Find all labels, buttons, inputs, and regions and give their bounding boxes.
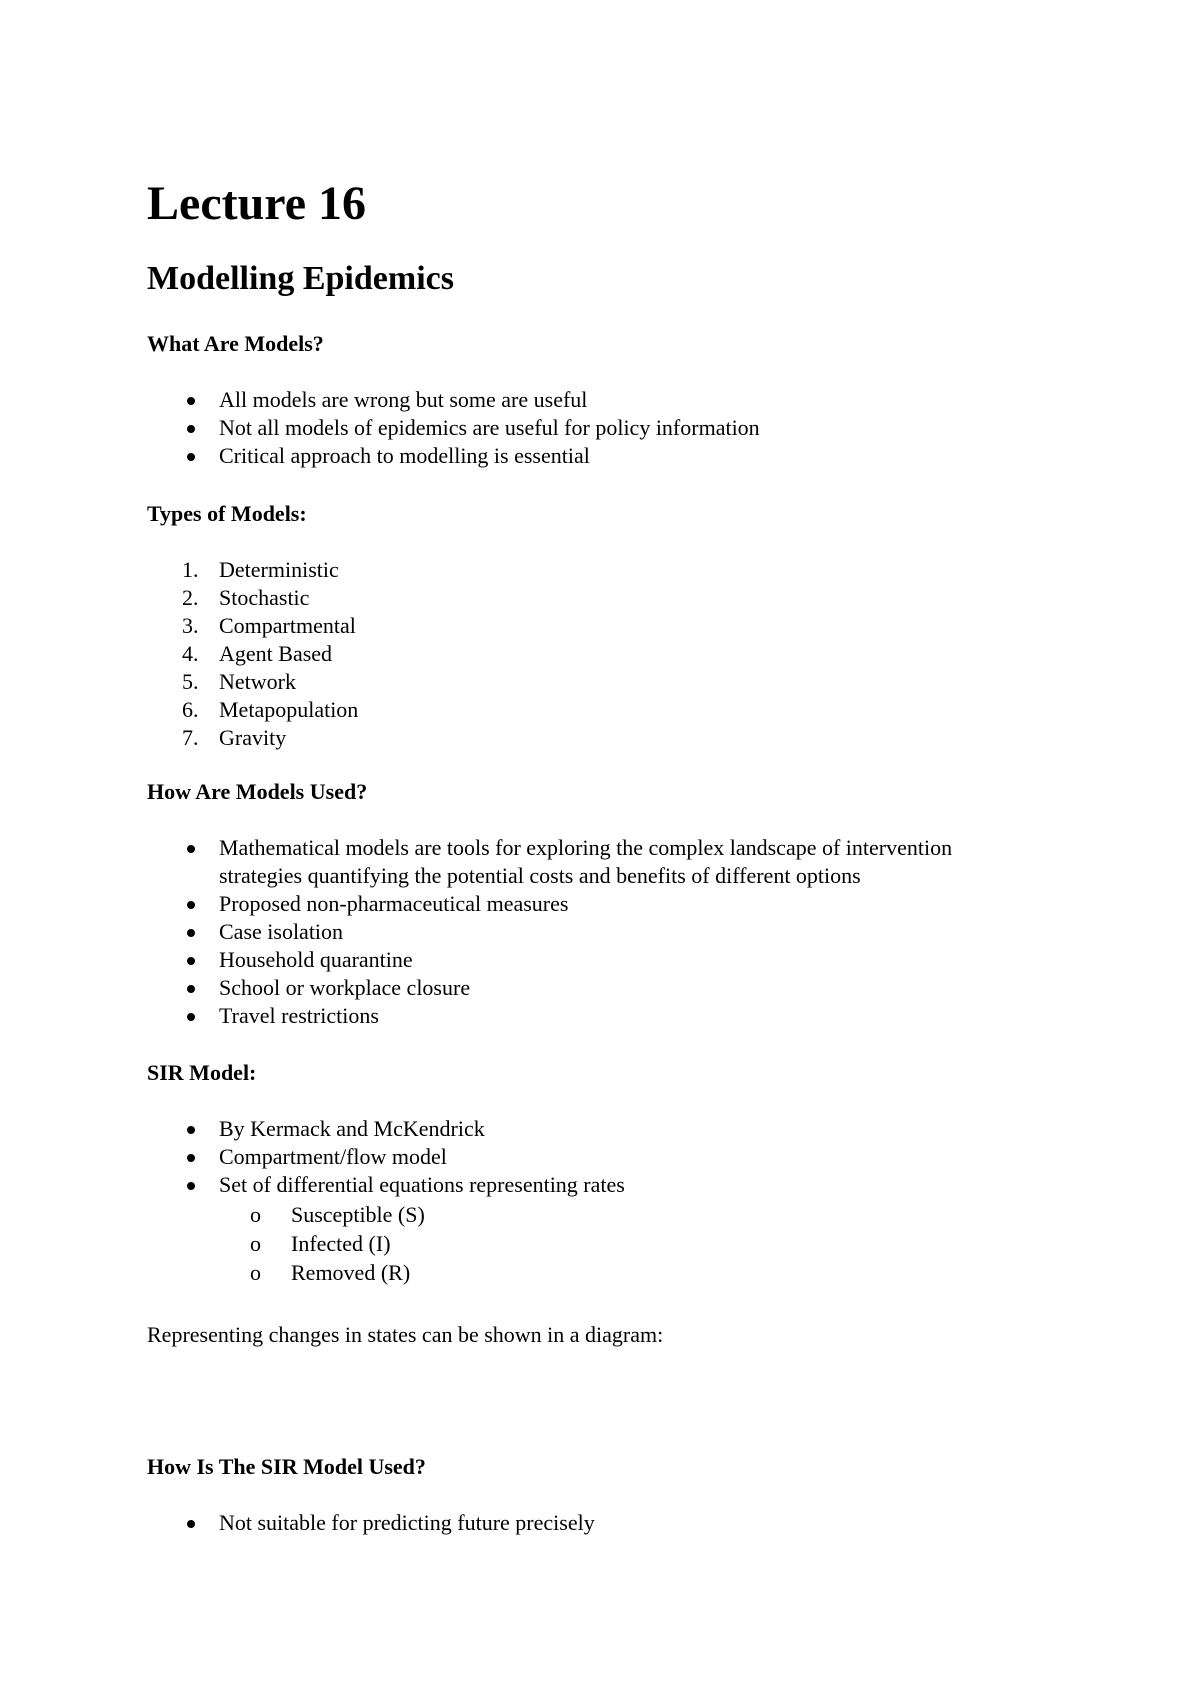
list-item: Critical approach to modelling is essential <box>147 442 1027 470</box>
heading-what-are-models: What Are Models? <box>147 331 324 356</box>
list-item: Travel restrictions <box>147 1002 1027 1030</box>
list-item <box>147 668 1027 696</box>
list-item: School or workplace closure <box>147 974 1027 1002</box>
list-text: Network <box>219 669 296 694</box>
heading-types-of-models: Types of Models: <box>147 501 307 526</box>
list-text: Set of differential equations representing rates <box>219 1172 625 1197</box>
list-item <box>147 696 1027 724</box>
list-what-are-models <box>147 386 1027 470</box>
list-text: Metapopulation <box>219 697 359 722</box>
list-text: Deterministic <box>219 557 339 582</box>
sublist-sir-states <box>219 1200 1027 1287</box>
heading-how-sir-used: How Is The SIR Model Used? <box>147 1454 426 1479</box>
list-item <box>147 612 1027 640</box>
sublist-item: o Susceptible (S) <box>219 1200 1027 1229</box>
list-item: By Kermack and McKendrick <box>147 1115 1027 1143</box>
list-number: 5. <box>182 669 199 694</box>
list-number: 2. <box>182 585 199 610</box>
list-number: 6. <box>182 697 199 722</box>
list-item: Not suitable for predicting future precisely <box>147 1509 1027 1537</box>
list-item: Household quarantine <box>147 946 1027 974</box>
heading-how-models-used: How Are Models Used? <box>147 779 368 804</box>
list-types-of-models <box>147 556 1027 752</box>
list-number: 7. <box>182 725 199 750</box>
list-text: Agent Based <box>219 641 333 666</box>
list-item: All models are wrong but some are useful <box>147 386 1027 414</box>
list-number: 4. <box>182 641 199 666</box>
list-number: 1. <box>182 557 199 582</box>
list-item: Compartment/flow model <box>147 1143 1027 1171</box>
list-item <box>147 724 1027 752</box>
heading-sir-model: SIR Model: <box>147 1060 257 1085</box>
list-text: Compartmental <box>219 613 356 638</box>
list-item: Mathematical models are tools for exploring the complex landscape of intervention strategies quantifying the potential costs and benefits of different options <box>147 834 1027 890</box>
list-item: Not all models of epidemics are useful for policy information <box>147 414 1027 442</box>
list-sir-model <box>147 1115 1027 1287</box>
list-text: Stochastic <box>219 585 310 610</box>
list-item <box>147 1171 1027 1287</box>
diagram-note: Representing changes in states can be shown in a diagram: <box>147 1322 664 1347</box>
list-text: Gravity <box>219 725 287 750</box>
list-how-sir-used <box>147 1509 1027 1537</box>
list-item <box>147 640 1027 668</box>
list-item <box>147 556 1027 584</box>
list-number: 3. <box>182 613 199 638</box>
list-item <box>147 584 1027 612</box>
sublist-item: o Removed (R) <box>219 1258 1027 1287</box>
lecture-title: Lecture 16 <box>147 177 367 230</box>
list-item: Proposed non-pharmaceutical measures <box>147 890 1027 918</box>
lecture-subtitle: Modelling Epidemics <box>147 260 454 297</box>
list-how-models-used <box>147 834 1027 1030</box>
list-item: Case isolation <box>147 918 1027 946</box>
sublist-item: o Infected (I) <box>219 1229 1027 1258</box>
